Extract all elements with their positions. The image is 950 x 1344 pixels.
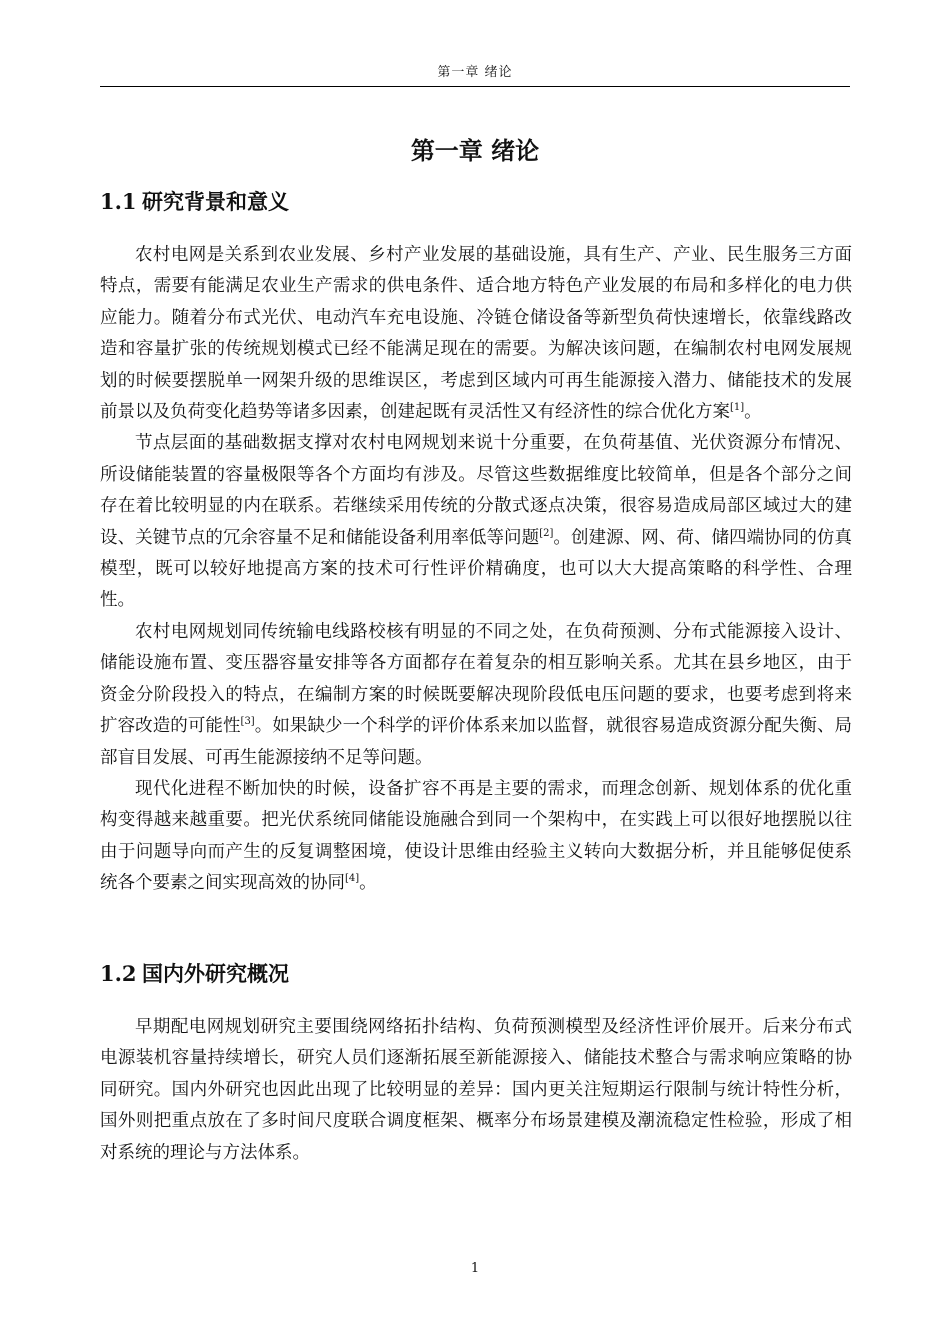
section-number: 1.1	[100, 189, 137, 214]
paragraph-text: 农村电网是关系到农业发展、乡村产业发展的基础设施，具有生产、产业、民生服务三方面特点，需要有能满足农业生产需求的供电条件、适合地方特色产业发展的布局和多样化的电力供应能力。随着分布式光伏、电动汽车充电设施、冷链仓储设备等新型负荷快速增长，依靠线路改造和容量扩张的传统规划模式已经不能满足现在的需要。为解决该问题，在编制农村电网发展规划的时候要摆脱单一网架升级的思维误区，考虑到区域内可再生能源接入潜力、储能技术的发展前景以及负荷变化趋势等诸多因素，创建起既有灵活性又有经济性的综合优化方案	[100, 245, 852, 423]
paragraph-tail: 。如果缺少一个科学的评价体系来加以监督，就很容易造成资源分配失衡、局部盲目发展、可再生能源接纳不足等问题。	[100, 716, 853, 768]
paragraph	[100, 774, 852, 900]
section-heading	[100, 959, 850, 989]
paragraph	[100, 428, 852, 616]
section-number: 1.2	[100, 961, 137, 986]
citation-marker: [2]	[539, 527, 554, 539]
page-number: 1	[470, 1261, 480, 1276]
citation-marker: [4]	[345, 873, 360, 885]
running-header: 第一章 绪论	[437, 65, 513, 80]
paragraph-text: 节点层面的基础数据支撑对农村电网规划来说十分重要，在负荷基值、光伏资源分布情况、所设储能装置的容量极限等各个方面均有涉及。尽管这些数据维度比较简单，但是各个部分之间存在着比较明显的内在联系。若继续采用传统的分散式逐点决策，很容易造成局部区域过大的建设、关键节点的冗余容量不足和储能设备利用率低等问题	[100, 433, 852, 548]
chapter-title: 第一章 绪论	[410, 136, 540, 165]
section-title: 研究背景和意义	[142, 189, 289, 214]
paragraph-text: 农村电网规划同传统输电线路校核有明显的不同之处，在负荷预测、分布式能源接入设计、储能设施布置、变压器容量安排等各方面都存在着复杂的相互影响关系。尤其在县乡地区，由于资金分阶段投入的特点，在编制方案的时候既要解决现阶段低电压问题的要求，也要考虑到将来扩容改造的可能性	[100, 621, 852, 737]
paragraph	[100, 240, 852, 428]
paragraph-tail: 。	[359, 873, 377, 894]
section-heading	[100, 187, 850, 217]
paragraph-text: 现代化进程不断加快的时候，设备扩容不再是主要的需求，而理念创新、规划体系的优化重构变得越来越重要。把光伏系统同储能设施融合到同一个架构中，在实践上可以很好地摆脱以往由于问题导向而产生的反复调整困境，使设计思维由经验主义转向大数据分析，并且能够促使系统各个要素之间实现高效的协同	[100, 778, 852, 894]
paragraph-text: 早期配电网规划研究主要围绕网络拓扑结构、负荷预测模型及经济性评价展开。后来分布式电源装机容量持续增长，研究人员们逐渐拓展至新能源接入、储能技术整合与需求响应策略的协同研究。国内外研究也因此出现了比较明显的差异：国内更关注短期运行限制与统计特性分析，国外则把重点放在了多时间尺度联合调度框架、概率分布场景建模及潮流稳定性检验，形成了相对系统的理论与方法体系。	[100, 1017, 852, 1163]
paragraph	[100, 617, 852, 774]
section-body	[100, 240, 852, 900]
citation-marker: [1]	[730, 402, 745, 414]
paragraph-tail: 。创建源、网、荷、储四端协同的仿真模型，既可以较好地提高方案的技术可行性评价精确度，也可以大大提高策略的科学性、合理性。	[100, 527, 853, 611]
citation-marker: [3]	[240, 716, 255, 728]
header-divider	[100, 86, 850, 87]
paragraph	[100, 1012, 852, 1169]
paragraph-tail: 。	[744, 402, 762, 423]
section-body	[100, 1012, 852, 1169]
section-title: 国内外研究概况	[142, 961, 289, 986]
